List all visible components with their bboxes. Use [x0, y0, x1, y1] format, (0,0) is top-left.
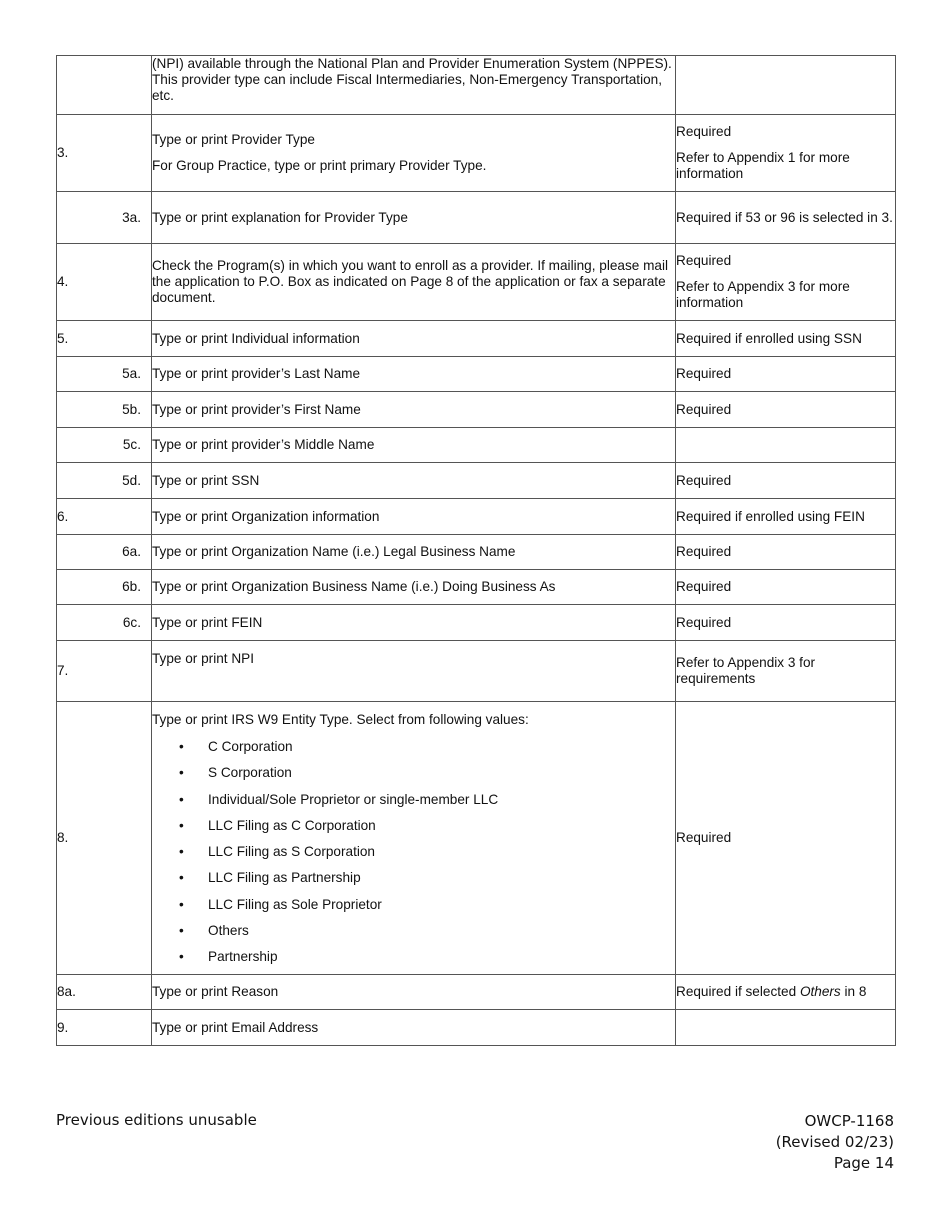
item-number: 6b.: [57, 570, 152, 605]
table-row: [57, 499, 896, 535]
item-requirement: [676, 975, 896, 1010]
item-requirement: Required if enrolled using SSN: [676, 321, 896, 357]
item-number: 5b.: [57, 392, 152, 428]
list-item: [152, 892, 675, 918]
description-line: Type or print IRS W9 Entity Type. Select from following values:: [152, 712, 529, 727]
item-description: Type or print explanation for Provider Type: [152, 192, 676, 244]
item-number: 9.: [57, 1010, 152, 1046]
table-row: [57, 641, 896, 702]
item-requirement: [676, 428, 896, 463]
item-description: Type or print Organization Business Name (i.e.) Doing Business As: [152, 570, 676, 605]
item-number-cell: [57, 56, 152, 115]
list-item: [152, 918, 675, 944]
entity-type-list: [152, 734, 675, 971]
item-number: 4.: [57, 244, 152, 321]
table-row: [57, 1010, 896, 1046]
requirement-note: Refer to Appendix 1 for more information: [676, 150, 850, 181]
list-item: [152, 760, 675, 786]
table-row: [57, 535, 896, 570]
item-description: Type or print Reason: [152, 975, 676, 1010]
item-description: Type or print provider’s Middle Name: [152, 428, 676, 463]
bullet-icon: •: [179, 870, 184, 886]
item-description: Type or print provider’s First Name: [152, 392, 676, 428]
item-description: Type or print Individual information: [152, 321, 676, 357]
item-number: 6c.: [57, 605, 152, 641]
item-requirement: Required if enrolled using FEIN: [676, 499, 896, 535]
table-row: [57, 702, 896, 975]
form-id: OWCP-1168: [804, 1112, 894, 1130]
description-line: For Group Practice, type or print primary Provider Type.: [152, 158, 487, 173]
requirement-text: in 8: [840, 984, 867, 999]
footer-form-info: [776, 1111, 894, 1174]
list-item-label: Individual/Sole Proprietor or single-member LLC: [208, 791, 499, 807]
instructions-table: [56, 55, 896, 1046]
item-requirement: Required: [676, 463, 896, 499]
item-requirement: [676, 115, 896, 192]
table-row: [57, 244, 896, 321]
item-description: Type or print Organization information: [152, 499, 676, 535]
requirement-cell: [676, 56, 896, 115]
item-requirement: Refer to Appendix 3 for requirements: [676, 641, 896, 702]
table-row: [57, 392, 896, 428]
table-row: [57, 975, 896, 1010]
item-number: 5d.: [57, 463, 152, 499]
list-item: [152, 787, 675, 813]
requirement-text: Required if selected: [676, 984, 800, 999]
table-row: [57, 56, 896, 115]
item-requirement: [676, 1010, 896, 1046]
item-number: 5.: [57, 321, 152, 357]
item-requirement: Required: [676, 570, 896, 605]
table-row: [57, 115, 896, 192]
table-row: [57, 605, 896, 641]
table-row: [57, 321, 896, 357]
list-item-label: LLC Filing as Partnership: [208, 870, 361, 886]
item-description: [152, 115, 676, 192]
item-description: Type or print Organization Name (i.e.) Legal Business Name: [152, 535, 676, 570]
list-item-label: LLC Filing as Sole Proprietor: [208, 896, 382, 912]
item-requirement: Required: [676, 357, 896, 392]
item-description: Type or print Email Address: [152, 1010, 676, 1046]
table-row: [57, 428, 896, 463]
item-number: 5c.: [57, 428, 152, 463]
list-item: [152, 944, 675, 970]
item-requirement: Required if 53 or 96 is selected in 3.: [676, 192, 896, 244]
item-number: 6.: [57, 499, 152, 535]
item-description: (NPI) available through the National Plan and Provider Enumeration System (NPPES). This provider type can include Fiscal Intermediaries, Non-Emergency Transportation, etc.: [152, 56, 676, 115]
item-requirement: Required: [676, 392, 896, 428]
item-number: 3.: [57, 115, 152, 192]
list-item-label: C Corporation: [208, 739, 293, 754]
item-description: Type or print NPI: [152, 641, 676, 702]
bullet-icon: •: [179, 844, 184, 860]
item-description: Type or print SSN: [152, 463, 676, 499]
item-number: 5a.: [57, 357, 152, 392]
table-row: [57, 357, 896, 392]
item-description: Check the Program(s) in which you want to enroll as a provider. If mailing, please mail the application to P.O. Box as indicated on Page 8 of the application or fax a separate document.: [152, 244, 676, 321]
requirement-note: Refer to Appendix 3 for more information: [676, 279, 850, 310]
revision-date: (Revised 02/23): [775, 1133, 894, 1151]
table-row: [57, 463, 896, 499]
item-requirement: [676, 244, 896, 321]
description-line: Type or print Provider Type: [152, 132, 315, 147]
bullet-icon: •: [179, 765, 184, 781]
bullet-icon: •: [179, 739, 184, 754]
bullet-icon: •: [179, 817, 184, 833]
list-item: [152, 734, 675, 760]
item-number: 8a.: [57, 975, 152, 1010]
bullet-icon: •: [179, 949, 184, 965]
bullet-icon: •: [179, 896, 184, 912]
bullet-icon: •: [179, 923, 184, 939]
item-number: 7.: [57, 641, 152, 702]
item-requirement: Required: [676, 702, 896, 975]
item-description: Type or print FEIN: [152, 605, 676, 641]
page-number: Page 14: [833, 1154, 894, 1172]
table-row: [57, 192, 896, 244]
item-requirement: Required: [676, 605, 896, 641]
footer-edition-note: Previous editions unusable: [56, 1111, 257, 1129]
list-item-label: Partnership: [208, 949, 278, 965]
list-item-label: LLC Filing as S Corporation: [208, 844, 375, 860]
item-requirement: Required: [676, 535, 896, 570]
list-item-label: S Corporation: [208, 765, 292, 781]
requirement-line: Required: [676, 253, 732, 268]
list-item: [152, 839, 675, 865]
list-item: [152, 813, 675, 839]
bullet-icon: •: [179, 791, 184, 807]
list-item-label: LLC Filing as C Corporation: [208, 817, 376, 833]
item-number: 6a.: [57, 535, 152, 570]
item-number: 8.: [57, 702, 152, 975]
item-number: 3a.: [57, 192, 152, 244]
requirement-line: Required: [676, 124, 732, 139]
item-description: Type or print provider’s Last Name: [152, 357, 676, 392]
table-row: [57, 570, 896, 605]
list-item: [152, 865, 675, 891]
list-item-label: Others: [208, 923, 249, 939]
item-description: [152, 702, 676, 975]
requirement-emphasis: Others: [799, 984, 841, 999]
